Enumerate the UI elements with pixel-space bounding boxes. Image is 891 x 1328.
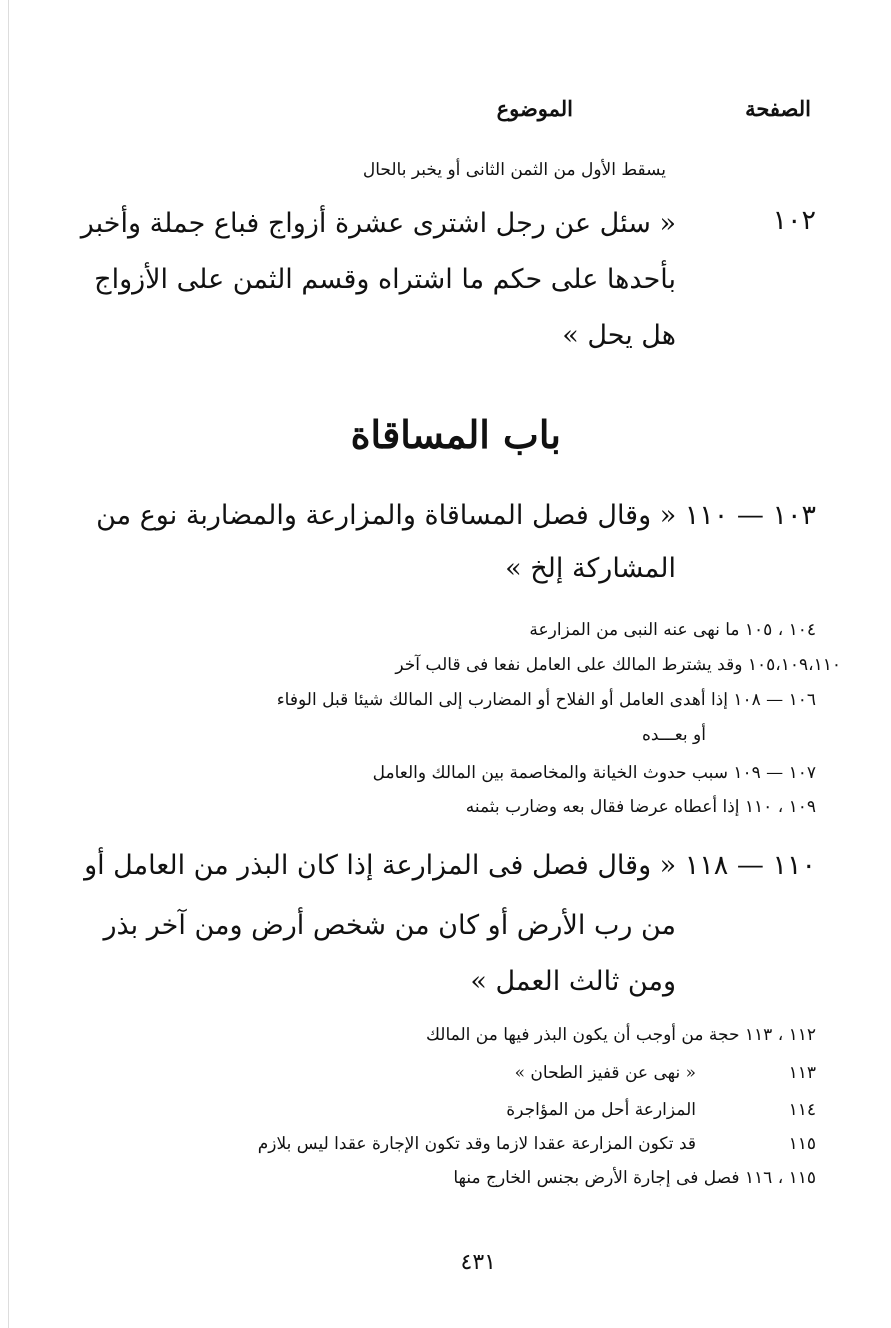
entry-114-number: ١١٤ xyxy=(788,1100,816,1120)
entry-112: ١١٢ ، ١١٣ حجة من أوجب أن يكون البذر فيها من المالك xyxy=(425,1025,816,1045)
entry-continuation: يسقط الأول من الثمن الثانى أو يخبر بالحال xyxy=(362,160,666,180)
entry-106-line1: ١٠٦ — ١٠٨ إذا أهدى العامل أو الفلاح أو المضارب إلى المالك شيئا قبل الوفاء xyxy=(276,690,816,710)
entry-110-line1: ١١٠ — ١١٨ « وقال فصل فى المزارعة إذا كان البذر من العامل أو xyxy=(84,850,816,881)
scan-edge xyxy=(8,0,9,1328)
header-topic-label: الموضوع xyxy=(496,96,573,121)
header-page-label: الصفحة xyxy=(745,96,811,121)
entry-102-line1: « سئل عن رجل اشترى عشرة أزواج فباع جملة وأخبر xyxy=(80,208,676,239)
entry-113-number: ١١٣ xyxy=(788,1063,816,1083)
entry-107: ١٠٧ — ١٠٩ سبب حدوث الخيانة والمخاصمة بين المالك والعامل xyxy=(372,763,816,783)
entry-102-line2: بأحدها على حكم ما اشتراه وقسم الثمن على الأزواج xyxy=(94,264,676,295)
entry-110-line2: من رب الأرض أو كان من شخص أرض ومن آخر بذر xyxy=(103,910,676,941)
entry-104: ١٠٤ ، ١٠٥ ما نهى عنه النبى من المزارعة xyxy=(529,620,816,640)
section-title: باب المساقاة xyxy=(350,412,561,457)
entry-115-number: ١١٥ xyxy=(788,1134,816,1154)
entry-113-text: « نهى عن قفيز الطحان » xyxy=(514,1063,696,1083)
entry-102-number: ١٠٢ xyxy=(772,205,816,236)
entry-106-line2: أو بعـــده xyxy=(641,725,706,745)
entry-110-line3: ومن ثالث العمل » xyxy=(470,966,676,997)
entry-115-text: قد تكون المزارعة عقدا لازما وقد تكون الإجارة عقدا ليس بلازم xyxy=(257,1134,696,1154)
entry-115b: ١١٥ ، ١١٦ فصل فى إجارة الأرض بجنس الخارج منها xyxy=(453,1168,816,1188)
entry-103-line2: المشاركة إلخ » xyxy=(505,553,676,584)
entry-109: ١٠٩ ، ١١٠ إذا أعطاه عرضا فقال بعه وضارب بثمنه xyxy=(465,797,816,817)
page-number: ٤٣١ xyxy=(460,1250,496,1275)
entry-102-line3: هل يحل » xyxy=(562,320,676,351)
entry-103-line1: ١٠٣ — ١١٠ « وقال فصل المساقاة والمزارعة والمضاربة نوع من xyxy=(96,500,816,531)
entry-105: ١٠٥،١٠٩،١١٠ وقد يشترط المالك على العامل نفعا فى قالب آخر xyxy=(395,655,841,675)
entry-114-text: المزارعة أحل من المؤاجرة xyxy=(506,1100,696,1120)
